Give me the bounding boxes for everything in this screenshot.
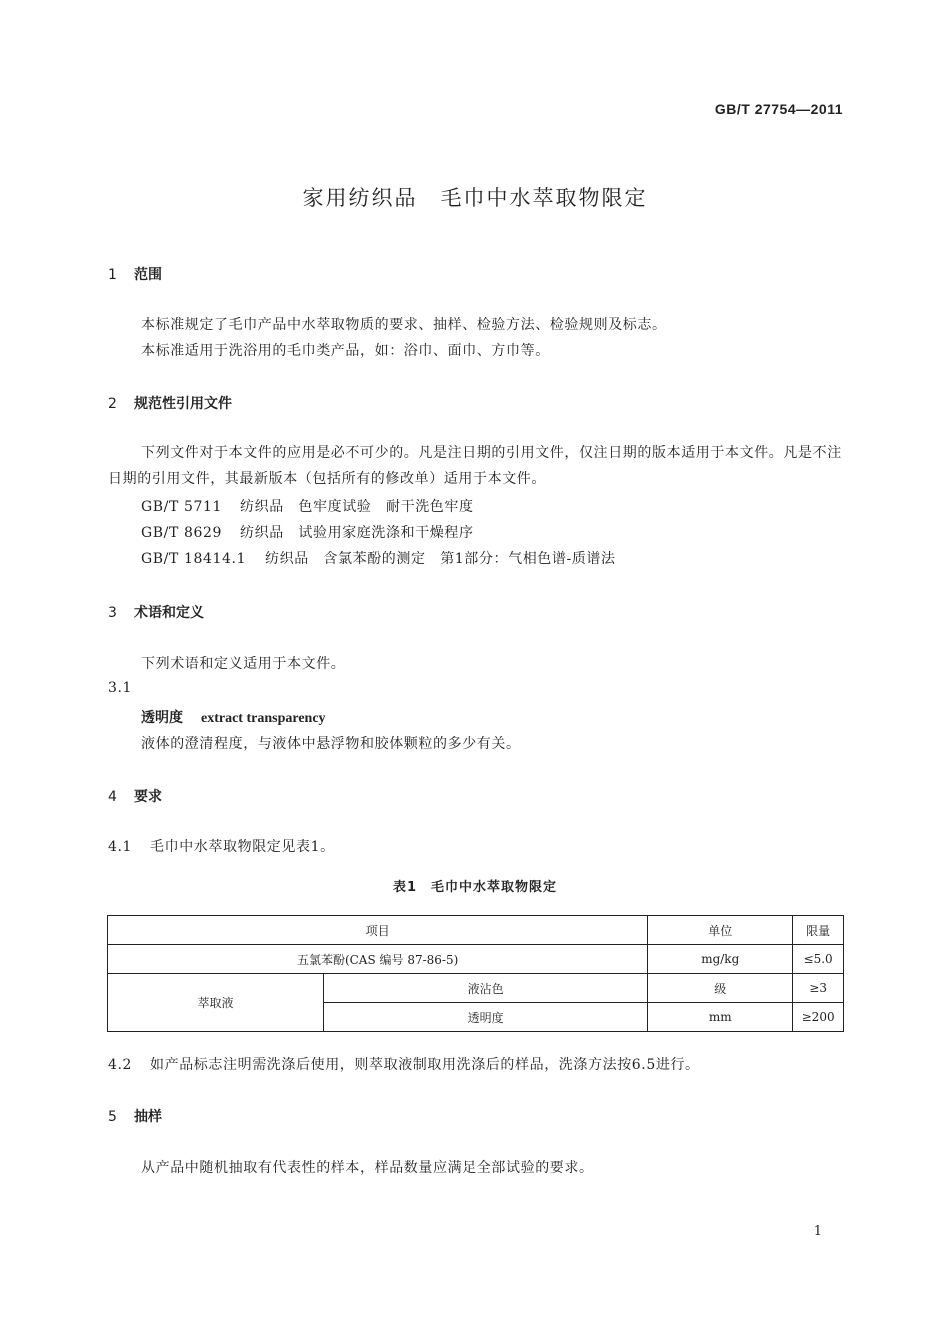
- cell-subitem: 透明度: [324, 1003, 648, 1032]
- section-number: 1: [108, 267, 117, 283]
- cell-limit: ≤5.0: [793, 945, 844, 974]
- cell-unit: mm: [648, 1003, 793, 1032]
- clause-4-1: [108, 836, 335, 856]
- header-item: 项目: [108, 916, 648, 945]
- term-number: 3.1: [108, 680, 133, 696]
- section-title: 术语和定义: [134, 605, 204, 621]
- section-title: 要求: [134, 789, 162, 805]
- section-5-heading: [108, 1106, 162, 1126]
- section-4-heading: [108, 786, 162, 806]
- section-1-heading: [108, 264, 162, 284]
- section-title: 规范性引用文件: [134, 396, 232, 412]
- sampling-paragraph: 从产品中随机抽取有代表性的样本，样品数量应满足全部试验的要求。: [141, 1160, 594, 1176]
- document-id: GB/T 27754—2011: [714, 101, 843, 117]
- reference-item: [141, 548, 616, 568]
- header-limit: 限量: [793, 916, 844, 945]
- table-row: [108, 945, 844, 974]
- cell-unit: 级: [648, 974, 793, 1003]
- section-number: 2: [108, 396, 117, 412]
- scope-paragraph-1: 本标准规定了毛巾产品中水萃取物质的要求、抽样、检验方法、检验规则及标志。: [141, 317, 667, 333]
- reference-item: [141, 522, 474, 542]
- section-number: 3: [108, 605, 117, 621]
- section-2-heading: [108, 393, 232, 413]
- page-title: 家用纺织品 毛巾中水萃取物限定: [302, 186, 648, 210]
- terms-intro: 下列术语和定义适用于本文件。: [141, 656, 346, 672]
- limits-table: [107, 915, 844, 1032]
- cell-group: 萃取液: [108, 974, 324, 1032]
- table-row: [108, 974, 844, 1003]
- clause-4-2: [108, 1054, 700, 1074]
- reference-title: 纺织品 色牢度试验 耐干洗色牢度: [240, 499, 474, 515]
- table-header-row: [108, 916, 844, 945]
- scope-paragraph-2: 本标准适用于洗浴用的毛巾类产品，如：浴巾、面巾、方巾等。: [141, 343, 550, 359]
- reference-code: GB/T 5711: [141, 499, 223, 515]
- term-english: extract transparency: [201, 711, 326, 726]
- clause-text: 毛巾中水萃取物限定见表1。: [150, 839, 335, 855]
- reference-item: [141, 496, 474, 516]
- table-caption: 表1 毛巾中水萃取物限定: [392, 880, 558, 895]
- cell-unit: mg/kg: [648, 945, 793, 974]
- page-number: 1: [813, 1224, 822, 1239]
- reference-title: 纺织品 含氯苯酚的测定 第1部分：气相色谱-质谱法: [265, 551, 616, 567]
- section-title: 范围: [134, 267, 162, 283]
- section-number: 5: [108, 1109, 117, 1125]
- clause-number: 4.1: [108, 839, 133, 855]
- reference-code: GB/T 8629: [141, 525, 223, 541]
- section-3-heading: [108, 602, 204, 622]
- reference-title: 纺织品 试验用家庭洗涤和干燥程序: [240, 525, 474, 541]
- cell-limit: ≥200: [793, 1003, 844, 1032]
- section-title: 抽样: [134, 1109, 162, 1125]
- clause-text: 如产品标志注明需洗涤后使用，则萃取液制取用洗涤后的样品，洗涤方法按6.5进行。: [150, 1057, 700, 1073]
- header-unit: 单位: [648, 916, 793, 945]
- section-number: 4: [108, 789, 117, 805]
- cell-subitem: 液沾色: [324, 974, 648, 1003]
- clause-number: 4.2: [108, 1057, 133, 1073]
- cell-limit: ≥3: [793, 974, 844, 1003]
- references-intro: 下列文件对于本文件的应用是必不可少的。凡是注日期的引用文件，仅注日期的版本适用于本文件。凡是不注日期的引用文件，其最新版本（包括所有的修改单）适用于本文件。: [108, 445, 842, 487]
- cell-item: 五氯苯酚(CAS 编号 87-86-5): [108, 945, 648, 974]
- term-definition: 液体的澄清程度，与液体中悬浮物和胶体颗粒的多少有关。: [141, 736, 521, 752]
- term-chinese: 透明度: [141, 710, 183, 726]
- reference-code: GB/T 18414.1: [141, 551, 247, 567]
- term-entry: [141, 707, 326, 727]
